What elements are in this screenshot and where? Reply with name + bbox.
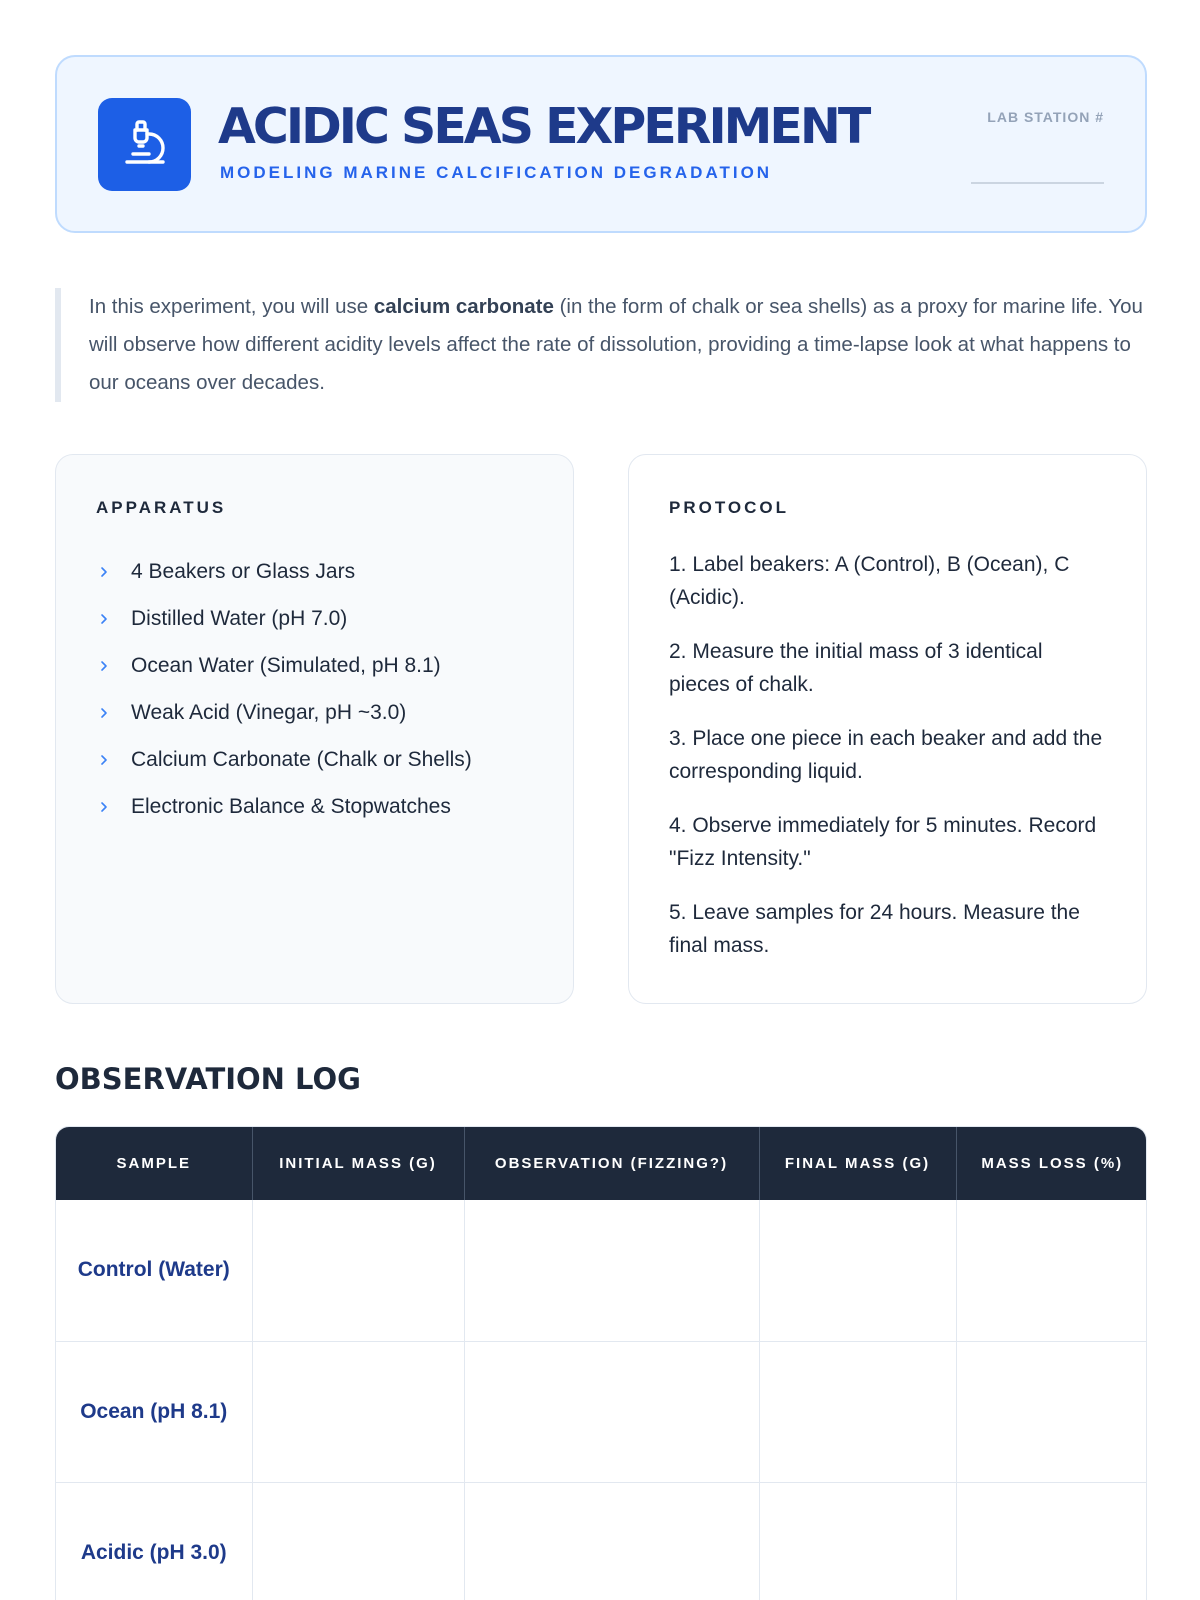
table-row xyxy=(56,1341,1147,1482)
apparatus-item-label: 4 Beakers or Glass Jars xyxy=(131,559,356,583)
column-header: FINAL MASS (G) xyxy=(759,1127,956,1200)
initial-mass-cell[interactable] xyxy=(252,1200,464,1341)
logo-badge xyxy=(98,98,191,191)
protocol-card xyxy=(628,454,1147,1004)
table-row xyxy=(56,1200,1147,1341)
sample-cell: Ocean (pH 8.1) xyxy=(56,1341,252,1482)
chevron-right-icon xyxy=(99,753,113,767)
chevron-right-icon xyxy=(99,612,113,626)
table-header-row xyxy=(56,1127,1147,1200)
list-item xyxy=(96,783,533,830)
apparatus-item-label: Calcium Carbonate (Chalk or Shells) xyxy=(131,747,472,771)
protocol-step: 2. Measure the initial mass of 3 identical pieces of chalk. xyxy=(669,640,1043,696)
final-mass-cell[interactable] xyxy=(759,1341,956,1482)
list-item xyxy=(96,689,533,736)
protocol-title: PROTOCOL xyxy=(669,498,790,517)
microscope-icon xyxy=(121,118,169,171)
observation-cell[interactable] xyxy=(464,1341,759,1482)
observation-table xyxy=(56,1127,1147,1600)
apparatus-card xyxy=(55,454,574,1004)
column-header: INITIAL MASS (G) xyxy=(252,1127,464,1200)
chevron-right-icon xyxy=(99,706,113,720)
page-subtitle: MODELING MARINE CALCIFICATION DEGRADATION xyxy=(220,163,773,182)
column-header: OBSERVATION (FIZZING?) xyxy=(464,1127,759,1200)
list-item xyxy=(96,548,533,595)
column-header: SAMPLE xyxy=(56,1127,252,1200)
final-mass-cell[interactable] xyxy=(759,1200,956,1341)
apparatus-item-label: Distilled Water (pH 7.0) xyxy=(131,606,348,630)
lab-station-field[interactable] xyxy=(971,182,1104,184)
protocol-step: 5. Leave samples for 24 hours. Measure the final mass. xyxy=(669,901,1080,957)
observation-cell[interactable] xyxy=(464,1200,759,1341)
intro-text-start: In this experiment, you will use xyxy=(89,295,374,318)
initial-mass-cell[interactable] xyxy=(252,1341,464,1482)
protocol-step: 3. Place one piece in each beaker and add the corresponding liquid. xyxy=(669,727,1103,783)
chevron-right-icon xyxy=(99,659,113,673)
mass-loss-cell[interactable] xyxy=(956,1482,1147,1600)
apparatus-item-label: Weak Acid (Vinegar, pH ~3.0) xyxy=(131,700,407,724)
intro-text-end: (in the form of chalk or sea shells) as a proxy for marine life. You will observe how different acidity levels affect the rate of dissolution, providing a time-lapse look at what happens to our oceans over decades. xyxy=(89,295,1143,394)
page-title: ACIDIC SEAS EXPERIMENT xyxy=(218,98,869,155)
observation-log-title: OBSERVATION LOG xyxy=(55,1062,361,1096)
chevron-right-icon xyxy=(99,565,113,579)
apparatus-item-label: Ocean Water (Simulated, pH 8.1) xyxy=(131,653,441,677)
intro-paragraph xyxy=(55,288,1147,402)
initial-mass-cell[interactable] xyxy=(252,1482,464,1600)
table-row xyxy=(56,1482,1147,1600)
list-item xyxy=(96,595,533,642)
protocol-step: 4. Observe immediately for 5 minutes. Record "Fizz Intensity." xyxy=(669,814,1097,870)
column-header: MASS LOSS (%) xyxy=(956,1127,1147,1200)
apparatus-item-label: Electronic Balance & Stopwatches xyxy=(131,794,451,818)
intro-text-bold: calcium carbonate xyxy=(373,295,554,318)
header-card xyxy=(55,55,1147,233)
worksheet-page xyxy=(55,55,1147,1564)
lab-station-label: LAB STATION # xyxy=(987,109,1104,125)
apparatus-title: APPARATUS xyxy=(96,498,227,517)
list-item xyxy=(96,642,533,689)
observation-table-wrapper xyxy=(55,1126,1147,1600)
observation-cell[interactable] xyxy=(464,1482,759,1600)
final-mass-cell[interactable] xyxy=(759,1482,956,1600)
list-item xyxy=(96,736,533,783)
sample-cell: Control (Water) xyxy=(56,1200,252,1341)
sample-cell: Acidic (pH 3.0) xyxy=(56,1482,252,1600)
apparatus-list xyxy=(96,548,533,830)
chevron-right-icon xyxy=(99,800,113,814)
protocol-step: 1. Label beakers: A (Control), B (Ocean), C (Acidic). xyxy=(669,553,1070,609)
mass-loss-cell[interactable] xyxy=(956,1341,1147,1482)
mass-loss-cell[interactable] xyxy=(956,1200,1147,1341)
